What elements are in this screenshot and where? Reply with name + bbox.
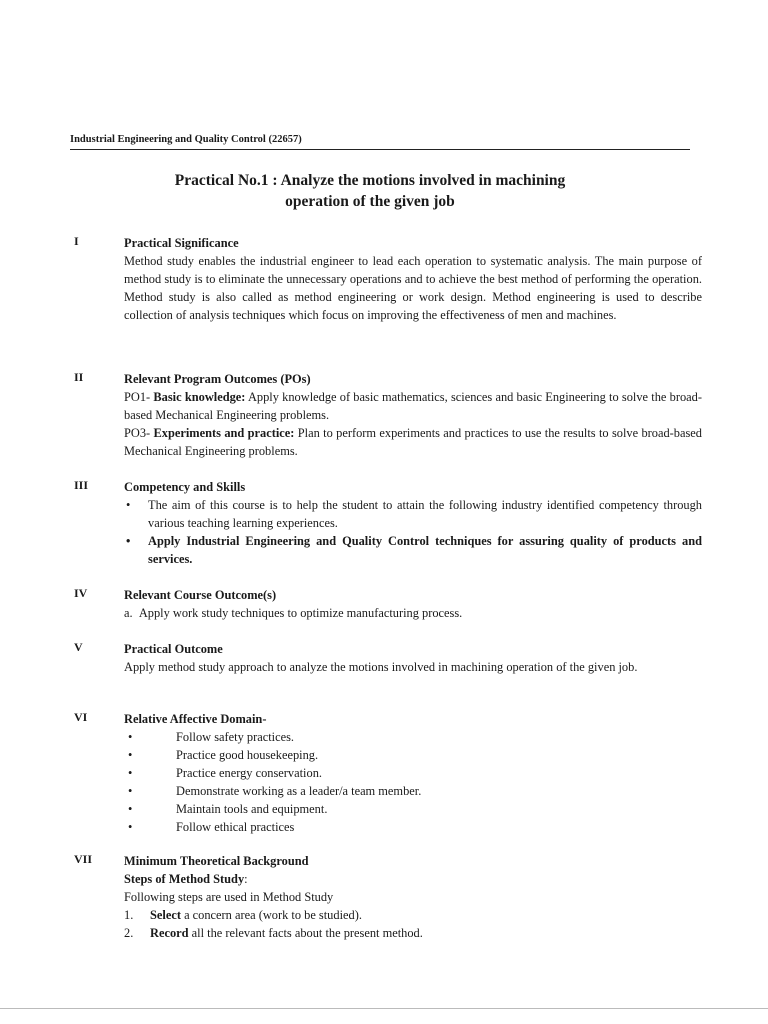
- page-bottom-edge: [0, 1008, 768, 1009]
- section-practical-significance: [70, 234, 702, 324]
- po3-text: Plan to perform experiments and practices to use the results to solve broad-based Mechanical Engineering problems.: [124, 426, 702, 458]
- list-item: 2. Record all the relevant facts about the present method.: [124, 926, 423, 940]
- section-heading: Relevant Program Outcomes (POs): [124, 372, 311, 386]
- practical-title: [90, 170, 650, 212]
- po3-prefix: PO3-: [124, 426, 154, 440]
- section-heading: Minimum Theoretical Background: [124, 854, 309, 868]
- title-line-2: operation of the given job: [285, 193, 455, 210]
- po3-label: Experiments and practice:: [153, 426, 295, 440]
- section-heading: Competency and Skills: [124, 480, 246, 494]
- bullet-icon: •: [126, 498, 131, 512]
- list-item: • Maintain tools and equipment.: [128, 802, 328, 816]
- subheading: Steps of Method Study:: [124, 872, 248, 886]
- section-heading: Relative Affective Domain-: [124, 712, 267, 726]
- title-line-1: Practical No.1 : Analyze the motions involved in machining: [174, 172, 566, 189]
- section-number: VII: [74, 852, 93, 866]
- section-program-outcomes: [70, 370, 702, 460]
- po1-text: Apply knowledge of basic mathematics, sciences and basic Engineering to solve the broad-based Mechanical Engineering problems.: [124, 390, 702, 422]
- section-practical-outcome: [70, 640, 702, 676]
- list-item: • The aim of this course is to help the student to attain the following industry identified competency through various teaching learning experiences.: [126, 498, 702, 530]
- section-number: III: [74, 478, 89, 492]
- po1-prefix: PO1-: [124, 390, 154, 404]
- list-item: • Follow safety practices.: [128, 730, 295, 744]
- list-item: • Demonstrate working as a leader/a team member.: [128, 784, 422, 798]
- list-item: • Apply Industrial Engineering and Quality Control techniques for assuring quality of products and services.: [126, 534, 702, 566]
- section-number: VI: [74, 710, 88, 724]
- section-heading: Practical Outcome: [124, 642, 223, 656]
- list-item: 1. Select a concern area (work to be studied).: [124, 908, 362, 922]
- step-number: 1.: [124, 908, 134, 922]
- item-marker: a.: [124, 606, 133, 620]
- section-affective-domain: [70, 710, 702, 836]
- bullet-icon: •: [128, 766, 133, 780]
- section-heading: Relevant Course Outcome(s): [124, 588, 277, 602]
- section-theoretical-background: [70, 852, 702, 942]
- list-item: • Follow ethical practices: [128, 820, 295, 834]
- bullet-icon: •: [128, 730, 133, 744]
- section-heading: Practical Significance: [124, 236, 239, 250]
- course-outcome-item: a. Apply work study techniques to optimize manufacturing process.: [124, 606, 463, 620]
- section-number: I: [74, 234, 79, 248]
- running-header: Industrial Engineering and Quality Control (22657): [70, 134, 690, 150]
- section-number: II: [74, 370, 84, 384]
- steps-intro: Following steps are used in Method Study: [124, 890, 334, 904]
- section-course-outcomes: [70, 586, 702, 622]
- section-paragraph: Apply method study approach to analyze the motions involved in machining operation of the given job.: [124, 660, 638, 674]
- section-competency-skills: [70, 478, 702, 568]
- section-number: IV: [74, 586, 88, 600]
- list-item: • Practice energy conservation.: [128, 766, 322, 780]
- bullet-icon: •: [126, 534, 131, 548]
- section-paragraph: Method study enables the industrial engineer to lead each operation to systematic analysis. The main purpose of method study is to eliminate the unnecessary operations and to achieve the best method of performing the operation. Method study is also called as method engineering or work design. Method engineering is used to describe collection of analysis techniques which focus on improving the effectiveness of men and machines.: [124, 254, 702, 322]
- step-number: 2.: [124, 926, 134, 940]
- po3-outcome: [124, 424, 702, 460]
- bullet-icon: •: [128, 784, 133, 798]
- section-number: V: [74, 640, 83, 654]
- bullet-icon: •: [128, 802, 133, 816]
- po1-label: Basic knowledge:: [153, 390, 246, 404]
- bullet-icon: •: [128, 748, 133, 762]
- po1-outcome: [124, 388, 702, 424]
- bullet-icon: •: [128, 820, 133, 834]
- list-item: • Practice good housekeeping.: [128, 748, 319, 762]
